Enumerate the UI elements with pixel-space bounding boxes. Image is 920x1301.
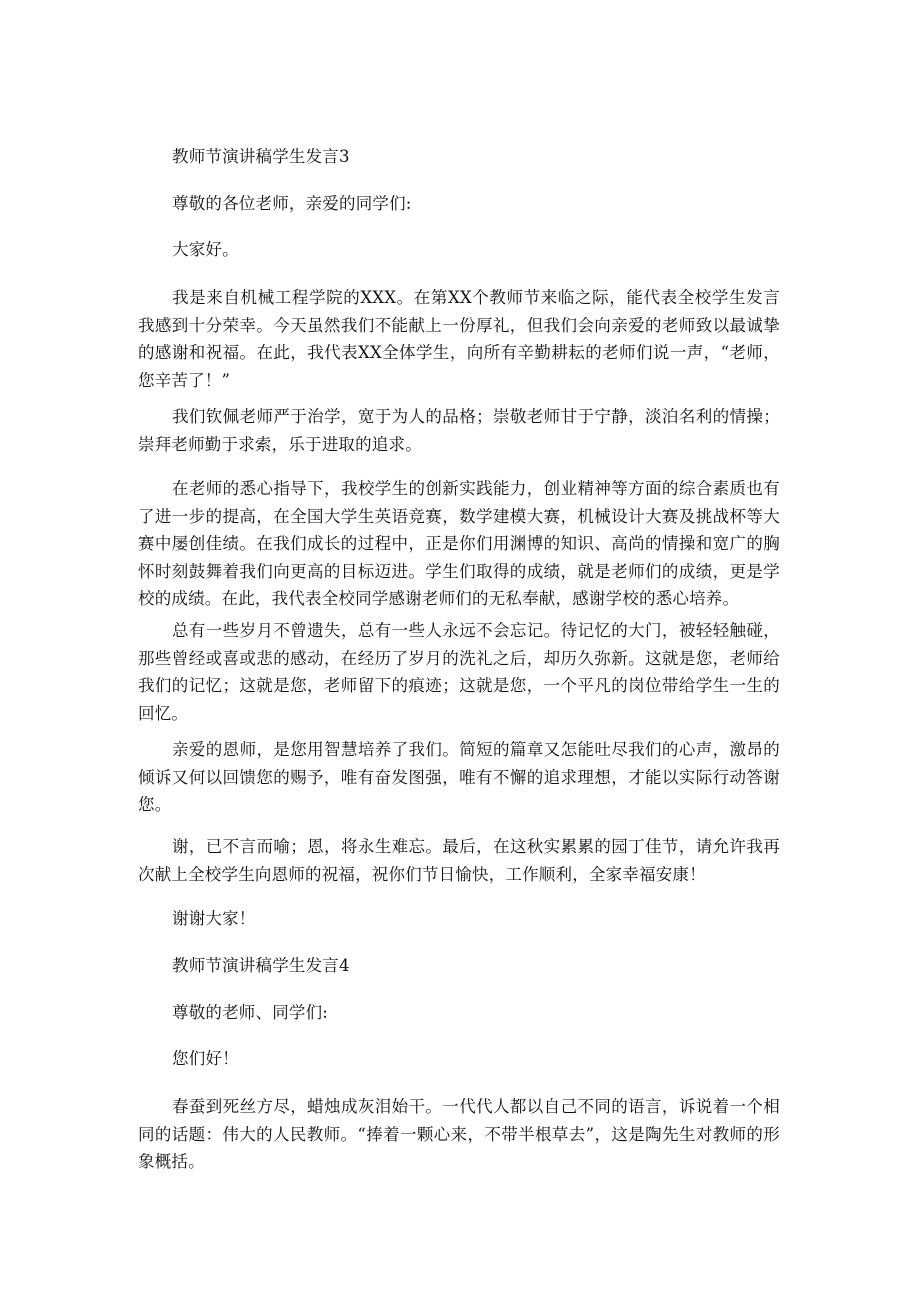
- section-title-3: 教师节演讲稿学生发言3: [172, 147, 350, 166]
- paragraph-achievements: 在老师的悉心指导下，我校学生的创新实践能力，创业精神等方面的综合素质也有了进一步的提高，在全国大学生英语竞赛，数学建模大赛，机械设计大赛及挑战杯等大赛中屡创佳绩。在我们成长的过程中，正是你们用渊博的知识、高尚的情操和宽广的胸怀时刻鼓舞着我们向更高的目标迈进。学生们取得的成绩，就是老师们的成绩，更是学校的成绩。在此，我代表全校同学感谢老师们的无私奉献，感谢学校的悉心培养。: [138, 479, 780, 608]
- salutation-3: 尊敬的各位老师，亲爱的同学们:: [172, 194, 412, 213]
- paragraph-silkworm: 春蚕到死丝方尽，蜡烛成灰泪始干。一代代人都以自己不同的语言，诉说着一个相同的话题：伟大的人民教师。“捧着一颗心来，不带半根草去”，这是陶先生对教师的形象概括。: [138, 1097, 780, 1171]
- paragraph-gratitude: 亲爱的恩师，是您用智慧培养了我们。简短的篇章又怎能吐尽我们的心声，激昂的倾诉又何以回馈您的赐予，唯有奋发图强，唯有不懈的追求理想，才能以实际行动答谢您。: [138, 740, 780, 814]
- section-title-4: 教师节演讲稿学生发言4: [172, 956, 350, 975]
- paragraph-blessing: 谢，已不言而喻；恩，将永生难忘。最后，在这秋实累累的园丁佳节，请允许我再次献上全校学生向恩师的祝福，祝你们节日愉快，工作顺利，全家幸福安康！: [138, 837, 780, 884]
- closing-thanks: 谢谢大家！: [172, 909, 256, 928]
- salutation-4: 尊敬的老师、同学们:: [172, 1003, 329, 1022]
- paragraph-intro: 我是来自机械工程学院的XXX。在第XX个教师节来临之际，能代表全校学生发言我感到十分荣幸。今天虽然我们不能献上一份厚礼，但我们会向亲爱的老师致以最诚挚的感谢和祝福。在此，我代表XX全体学生，向所有辛勤耕耘的老师们说一声，“老师，您辛苦了！”: [138, 288, 780, 390]
- paragraph-memories: 总有一些岁月不曾遗失，总有一些人永远不会忘记。待记忆的大门，被轻轻触碰，那些曾经或喜或悲的感动，在经历了岁月的洗礼之后，却历久弥新。这就是您，老师给我们的记忆；这就是您，老师留下的痕迹；这就是您，一个平凡的岗位带给学生一生的回忆。: [138, 621, 780, 723]
- greeting-4: 您们好！: [172, 1049, 239, 1068]
- greeting-3: 大家好。: [172, 240, 239, 259]
- paragraph-admiration: 我们钦佩老师严于治学，宽于为人的品格；崇敬老师甘于宁静，淡泊名利的情操；崇拜老师勤于求索，乐于进取的追求。: [138, 407, 780, 454]
